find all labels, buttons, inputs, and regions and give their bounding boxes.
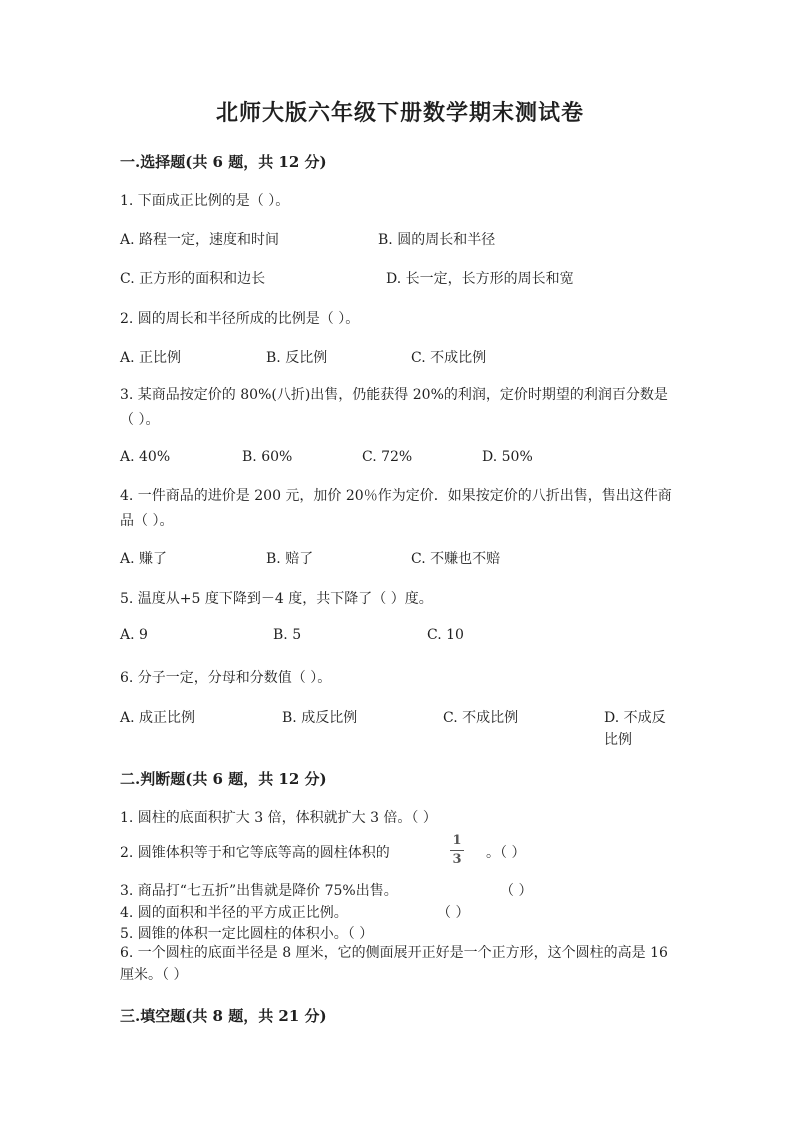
- option-c: C. 72%: [362, 449, 413, 465]
- question-blank: （ ）: [500, 883, 533, 899]
- fraction-bar: [450, 850, 464, 851]
- question-blank: 。（ ）: [486, 845, 526, 861]
- option-c: C. 不成比例: [443, 710, 519, 726]
- section-heading-choice: 一.选择题(共 6 题，共 12 分): [120, 153, 327, 171]
- question-stem: 1. 圆柱的底面积扩大 3 倍，体积就扩大 3 倍。（ ）: [120, 810, 437, 826]
- option-d: D. 不成反比例: [604, 710, 666, 748]
- page-title: 北师大版六年级下册数学期末测试卷: [215, 100, 584, 126]
- option-b: B. 成反比例: [282, 710, 358, 726]
- option-b: B. 5: [273, 627, 302, 643]
- option-b: B. 反比例: [266, 350, 328, 366]
- section-heading-judge: 二.判断题(共 6 题，共 12 分): [120, 770, 327, 788]
- option-a: A. 路程一定，速度和时间: [120, 232, 280, 248]
- option-d: D. 长一定，长方形的周长和宽: [386, 271, 574, 287]
- question-stem: 3. 某商品按定价的 80%(八折)出售，仍能获得 20%的利润，定价时期望的利润百分数是（ ）。: [120, 387, 668, 428]
- option-b: B. 圆的周长和半径: [378, 232, 496, 248]
- question-stem: 2. 圆锥体积等于和它等底等高的圆柱体积的: [120, 845, 390, 861]
- question-stem: 4. 圆的面积和半径的平方成正比例。: [120, 905, 348, 921]
- fraction-numerator: 1: [452, 833, 462, 848]
- option-a: A. 40%: [120, 449, 171, 465]
- question-stem: 6. 分子一定，分母和分数值（ ）。: [120, 670, 332, 686]
- option-d: D. 50%: [482, 449, 533, 465]
- option-a: A. 正比例: [120, 350, 182, 366]
- question-stem: 5. 温度从+5 度下降到－4 度，共下降了（ ）度。: [120, 591, 433, 607]
- option-a: A. 赚了: [120, 551, 168, 567]
- question-stem: 4. 一件商品的进价是 200 元，加价 20％作为定价．如果按定价的八折出售，售出这件商品（ ）。: [120, 488, 672, 529]
- option-b: B. 60%: [242, 449, 293, 465]
- fraction-denominator: 3: [452, 852, 462, 867]
- option-c: C. 不赚也不赔: [411, 551, 501, 567]
- question-stem: 1. 下面成正比例的是（ ）。: [120, 193, 290, 209]
- option-c: C. 正方形的面积和边长: [120, 271, 266, 287]
- question-blank: （ ）: [437, 905, 470, 921]
- option-a: A. 9: [120, 627, 148, 643]
- fraction: [450, 833, 464, 868]
- question-stem: 6. 一个圆柱的底面半径是 8 厘米，它的侧面展开正好是一个正方形，这个圆柱的高是 16 厘米。（ ）: [120, 945, 668, 983]
- option-c: C. 10: [427, 627, 464, 643]
- question-stem: 2. 圆的周长和半径所成的比例是（ ）。: [120, 311, 360, 327]
- question-stem: 3. 商品打“七五折”出售就是降价 75%出售。: [120, 883, 398, 899]
- question-stem: 5. 圆锥的体积一定比圆柱的体积小。（ ）: [120, 926, 374, 942]
- section-heading-fill: 三.填空题(共 8 题，共 21 分): [120, 1007, 327, 1025]
- option-b: B. 赔了: [266, 551, 314, 567]
- option-a: A. 成正比例: [120, 710, 196, 726]
- option-c: C. 不成比例: [411, 350, 487, 366]
